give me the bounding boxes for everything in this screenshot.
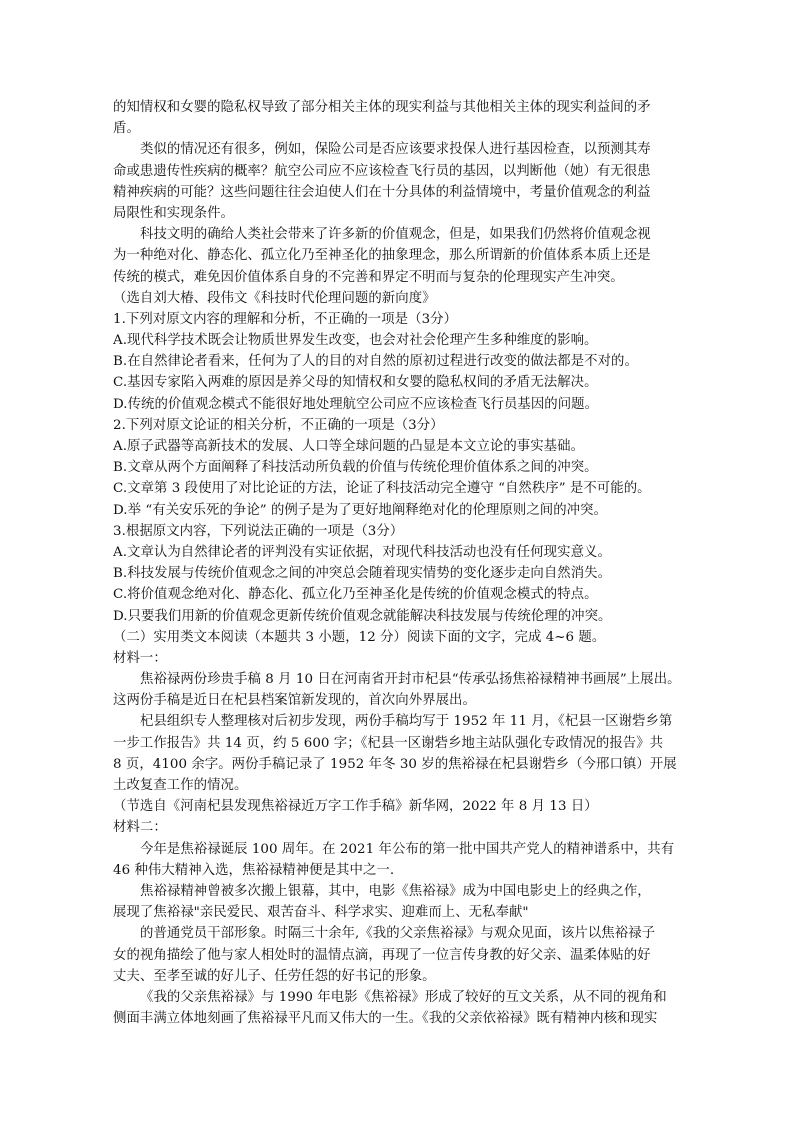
text-line: 8 页，4100 余字。两份手稿记录了 1952 年冬 30 岁的焦裕禄在杞县谢砦乡（今邢口镇）开展 — [113, 756, 677, 772]
text-line: B.文章从两个方面阐释了科技活动所负载的价值与传统伦理价值体系之间的冲突。 — [113, 460, 598, 476]
text-line: 46 种伟大精神入选，焦裕禄精神便是其中之一. — [113, 862, 395, 878]
text-line: C.将价值观念绝对化、静态化、孤立化乃至神圣化是传统的价值观念模式的特点。 — [113, 587, 598, 603]
text-line: 今年是焦裕禄诞辰 100 周年。在 2021 年公布的第一批中国共产党人的精神谱系中，共有 — [140, 841, 675, 857]
text-line: （节选自《河南杞县发现焦裕禄近万字工作手稿》新华网，2022 年 8 月 13 日） — [113, 799, 598, 815]
text-line: 命或患遗传性疾病的概率？航空公司应不应该检查飞行员的基因，以判断他（她）有无很患 — [113, 163, 651, 179]
text-line: 2.下列对原文论证的相关分析，不正确的一项是（3分） — [113, 417, 444, 433]
text-line: A.现代科学技术既会让物质世界发生改变，也会对社会伦理产生多种维度的影响。 — [113, 333, 598, 349]
text-line: 科技文明的确给人类社会带来了许多新的价值观念，但是，如果我们仍然将价值观念视 — [140, 227, 651, 243]
text-line: 传统的模式，难免因价值体系自身的不完善和界定不明而与复杂的伦理现实产生冲突。 — [113, 269, 624, 285]
text-line: 《我的父亲焦裕禄》与 1990 年电影《焦裕禄》形成了较好的互文关系，从不同的视角和 — [140, 989, 667, 1005]
text-line: 为一种绝对化、静态化、孤立化乃至神圣化的抽象理念，那么所谓新的价值体系本质上还是 — [113, 248, 651, 264]
text-line: 类似的情况还有很多，例如，保险公司是否应该要求投保人进行基因检查，以预测其寿 — [140, 142, 651, 158]
text-line: 的普通党员干部形象。时隔三十余年,《我的父亲焦裕禄》与观众见面，该片以焦裕禄子 — [140, 926, 656, 942]
text-line: 这两份手稿是近日在杞县档案馆新发现的，首次向外界展出。 — [113, 693, 476, 709]
text-line: （选自刘大椿、段伟文《科技时代伦理问题的新向度》 — [113, 290, 436, 306]
text-line: 焦裕禄两份珍贵手稿 8 月 10 日在河南省开封市杞县“传承弘扬焦裕禄精神书画展”上展出。 — [140, 672, 681, 688]
text-line: D.举 “有关安乐死的争论” 的例子是为了更好地阐释绝对化的伦理原则之间的冲突。 — [113, 502, 607, 518]
text-line: D.传统的价值观念模式不能很好地处理航空公司应不应该检查飞行员基因的问题。 — [113, 396, 599, 412]
text-line: 侧面丰满立体地刻画了焦裕禄平凡而又伟大的一生。《我的父亲依裕禄》既有精神内核和现实 — [113, 1011, 658, 1027]
text-line: A.文章认为自然律论者的评判没有实证依据，对现代科技活动也没有任何现实意义。 — [113, 544, 611, 560]
text-line: 1.下列对原文内容的理解和分析，不正确的一项是（3分） — [113, 311, 458, 327]
text-line: 3.根据原文内容，下列说法正确的一项是（3分） — [113, 523, 404, 539]
text-line: 精神疾病的可能？这些问题往往会迫使人们在十分具体的利益情境中，考量价值观念的利益 — [113, 184, 651, 200]
text-line: C.基因专家陷入两难的原因是养父母的知情权和女婴的隐私权间的矛盾无法解决。 — [113, 375, 598, 391]
text-line: 盾。 — [113, 121, 140, 137]
text-line: A.原子武器等高新技术的发展、人口等全球问题的凸显是本文立论的事实基础。 — [113, 439, 585, 454]
text-line: D.只要我们用新的价值观念更新传统价值观念就能解决科技发展与传统伦理的冲突。 — [113, 608, 612, 624]
text-line: 丈夫、至孝至诚的好儿子、任劳任怨的好书记的形象。 — [113, 968, 436, 984]
text-line: 局限性和实现条件。 — [113, 205, 234, 221]
text-line: 土改复查工作的情况。 — [113, 778, 248, 793]
text-line: 女的视角描绘了他与家人相处时的温情点滴，再现了一位言传身教的好父亲、温柔体贴的好 — [113, 947, 651, 963]
text-line: 杞县组织专人整理核对后初步发现，两份手稿均写于 1952 年 11 月，《杞县一区谢砦乡第 — [140, 714, 673, 730]
text-line: B.科技发展与传统价值观念之间的冲突总会随着现实情势的变化逐步走向自然消失。 — [113, 566, 612, 582]
text-line: （二）实用类文本阅读（本题共 3 小题，12 分）阅读下面的文字，完成 4~6 题。 — [113, 629, 606, 645]
text-line: 材料二： — [113, 820, 167, 836]
text-line: B.在自然律论者看来，任何为了人的目的对自然的原初过程进行改变的做法都是不对的。 — [113, 354, 638, 370]
text-line: 焦裕禄精神曾被多次搬上银幕，其中，电影《焦裕禄》成为中国电影史上的经典之作， — [140, 883, 651, 899]
text-line: C.文章第 3 段使用了对比论证的方法，论证了科技活动完全遵守 “自然秩序” 是不可能的。 — [113, 481, 651, 497]
text-line: 展现了焦裕禄"亲民爱民、艰苦奋斗、科学求实、迎难而上、无私奉献" — [113, 905, 529, 921]
text-line: 材料一： — [113, 650, 167, 666]
text-line: 一步工作报告》共 14 页，约 5 600 字；《杞县一区谢砦乡地主站队强化专政情况的报告》共 — [113, 735, 664, 751]
text-line: 的知情权和女婴的隐私权导致了部分相关主体的现实利益与其他相关主体的现实利益间的矛 — [113, 100, 651, 115]
